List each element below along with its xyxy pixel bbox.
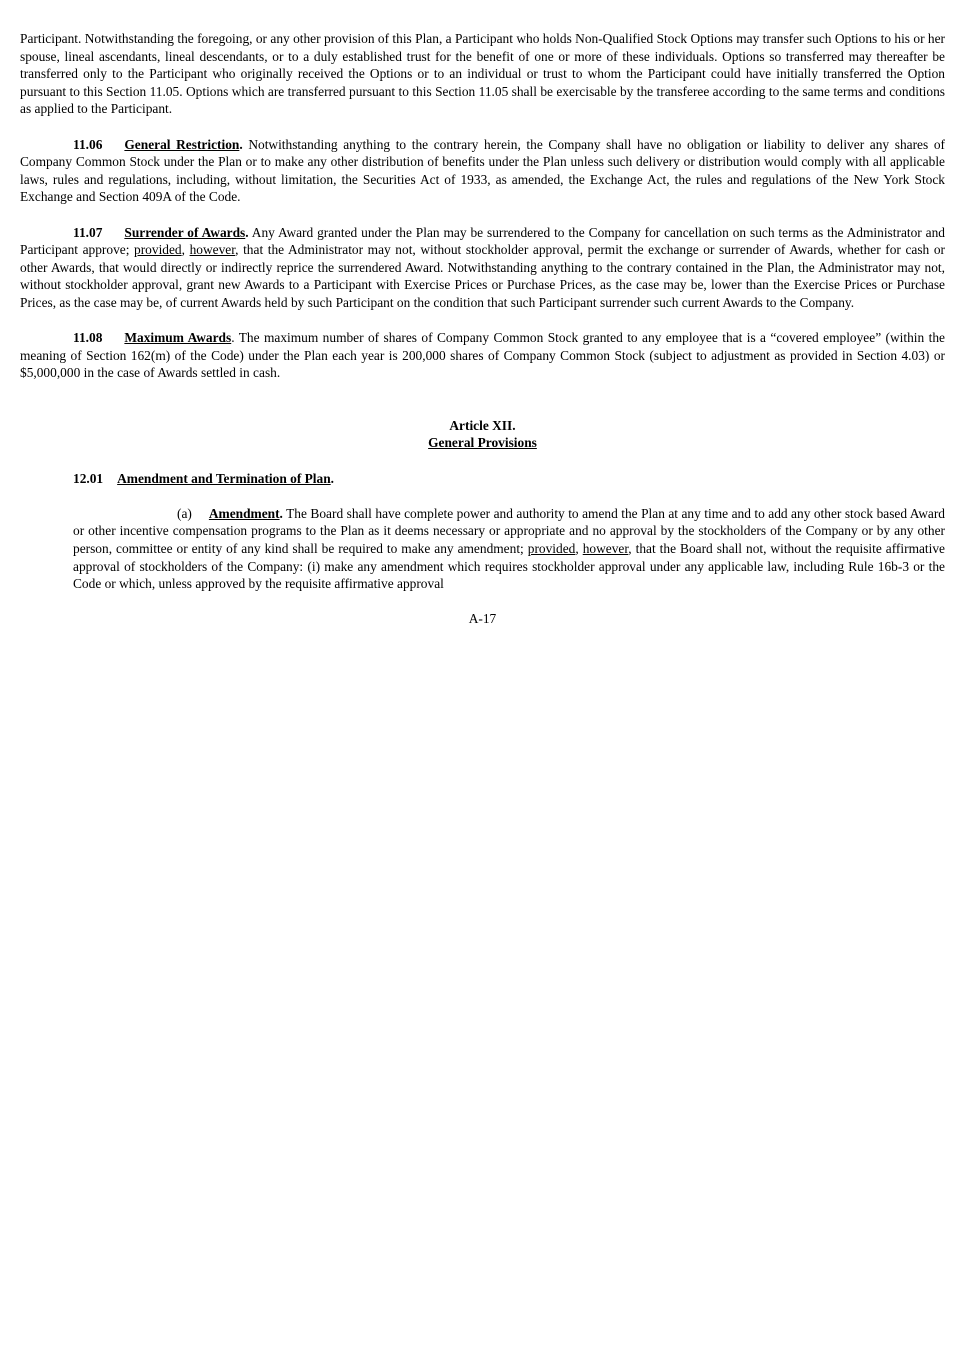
section-number: 12.01 (73, 470, 104, 486)
section-12-01-heading: 12.01 Amendment and Termination of Plan. (73, 470, 335, 486)
section-number: 11.06 (73, 136, 103, 152)
provided-term: provided (527, 541, 576, 557)
section-11-07: 11.07 Surrender of Awards. Any Award granted under the Plan may be surrendered to the Company for cancellation on such terms as the Administrator and Participant approve; provided, however, that the Administrator may not, without stockholder approval, permit the exchange or surrender of Awards, whether for cash or other Awards, that would directly or indirectly reprice the surrendered Award. Notwithstanding anything to the contrary contained in the Plan, the Administrator may not, without stockholder approval, grant new Awards to a Participant with Exercise Prices or Purchase Prices, as the case may be, lower than the Exercise Prices or Purchase Prices, as the case may be, of current Awards held by such Participant on the condition that such Participant surrender such current Awards to the Company. (20, 224, 945, 310)
section-11-08 (20, 329, 945, 382)
section-body: Notwithstanding anything to the contrary herein, the Company shall have no obligation or liability to deliver any shares of Company Common Stock under the Plan or to make any other distribution of benefits under the Plan unless such delivery or distribution would comply with all applicable laws, rules and regulations, including, without limitation, the Securities Act of 1933, as amended, the Exchange Act, the rules and regulations of the New York Stock Exchange and Section 409A of the Code. (20, 136, 945, 205)
however-term: however (189, 242, 236, 258)
document-page (20, 30, 945, 628)
article-number: Article XII. (449, 417, 516, 433)
section-11-06: 11.06 General Restriction. Notwithstanding anything to the contrary herein, the Company shall have no obligation or liability to deliver any shares of Company Common Stock under the Plan or to make any other distribution of benefits under the Plan unless such delivery or distribution would comply with all applicable laws, rules and regulations, including, without limitation, the Securities Act of 1933, as amended, the Exchange Act, the rules and regulations of the New York Stock Exchange and Section 409A of the Code. (20, 136, 945, 205)
section-number: 11.08 (73, 330, 103, 346)
section-title: Surrender of Awards (124, 224, 246, 240)
clause-body: The Board shall have complete power and authority to amend the Plan at any time and to add any other stock based Award or other incentive compensation programs to the Plan as it deems necessary or appropriate and no approval by the stockholders of the Company or by any other person, committee or entity of any kind shall be required to make any amendment; (73, 505, 945, 557)
section-11-05-continuation: Participant. Notwithstanding the foregoing, or any other provision of this Plan, a Participant who holds Non-Qualified Stock Options may transfer such Options to his or her spouse, lineal ascendants, lineal descendants, or to a duly established trust for the benefit of one or more of these individuals. Options so transferred may thereafter be transferred only to the Participant who originally received the Options or to an individual or trust to whom the Participant could have initially transferred the Option pursuant to this Section 11.05. Options which are transferred pursuant to this Section 11.05 shall be exercisable by the transferee according to the same terms and conditions as applied to the Participant. (20, 31, 945, 117)
section-body: . The maximum number of shares of Company Common Stock granted to any employee that is a “covered employee” (within the meaning of Section 162(m) of the Code) under the Plan each year is 200,000 shares of Company Common Stock (subject to adjustment as provided in Section 4.03) or $5,000,000 in the case of Awards settled in cash. (20, 330, 945, 381)
page-number: A-17 (468, 611, 497, 627)
section-title: Amendment and Termination of Plan (117, 470, 331, 486)
however-term: however (582, 541, 629, 557)
section-number: 11.07 (73, 224, 103, 240)
article-title: General Provisions (428, 435, 537, 451)
provided-term: provided (134, 242, 182, 258)
section-title: General Restriction (124, 136, 240, 152)
section-title: Maximum Awards (124, 330, 232, 346)
clause-title: Amendment (208, 505, 280, 521)
clause-label: (a) (177, 505, 192, 521)
article-heading (20, 417, 945, 452)
section-body: Any Award granted under the Plan may be surrendered to the Company for cancellation on such terms as the Administrator and Participant approve; (20, 224, 945, 258)
section-12-01-a: (a) Amendment. The Board shall have complete power and authority to amend the Plan at any time and to add any other stock based Award or other incentive compensation programs to the Plan as it deems necessary or appropriate and no approval by the stockholders of the Company or by any other person, committee or entity of any kind shall be required to make any amendment; provided, however, that the Board shall not, without the requisite affirmative approval of stockholders of the Company: (i) make any amendment which requires stockholder approval under any applicable law, including Rule 16b-3 or the Code or which, unless approved by the requisite affirmative approval (73, 505, 946, 592)
